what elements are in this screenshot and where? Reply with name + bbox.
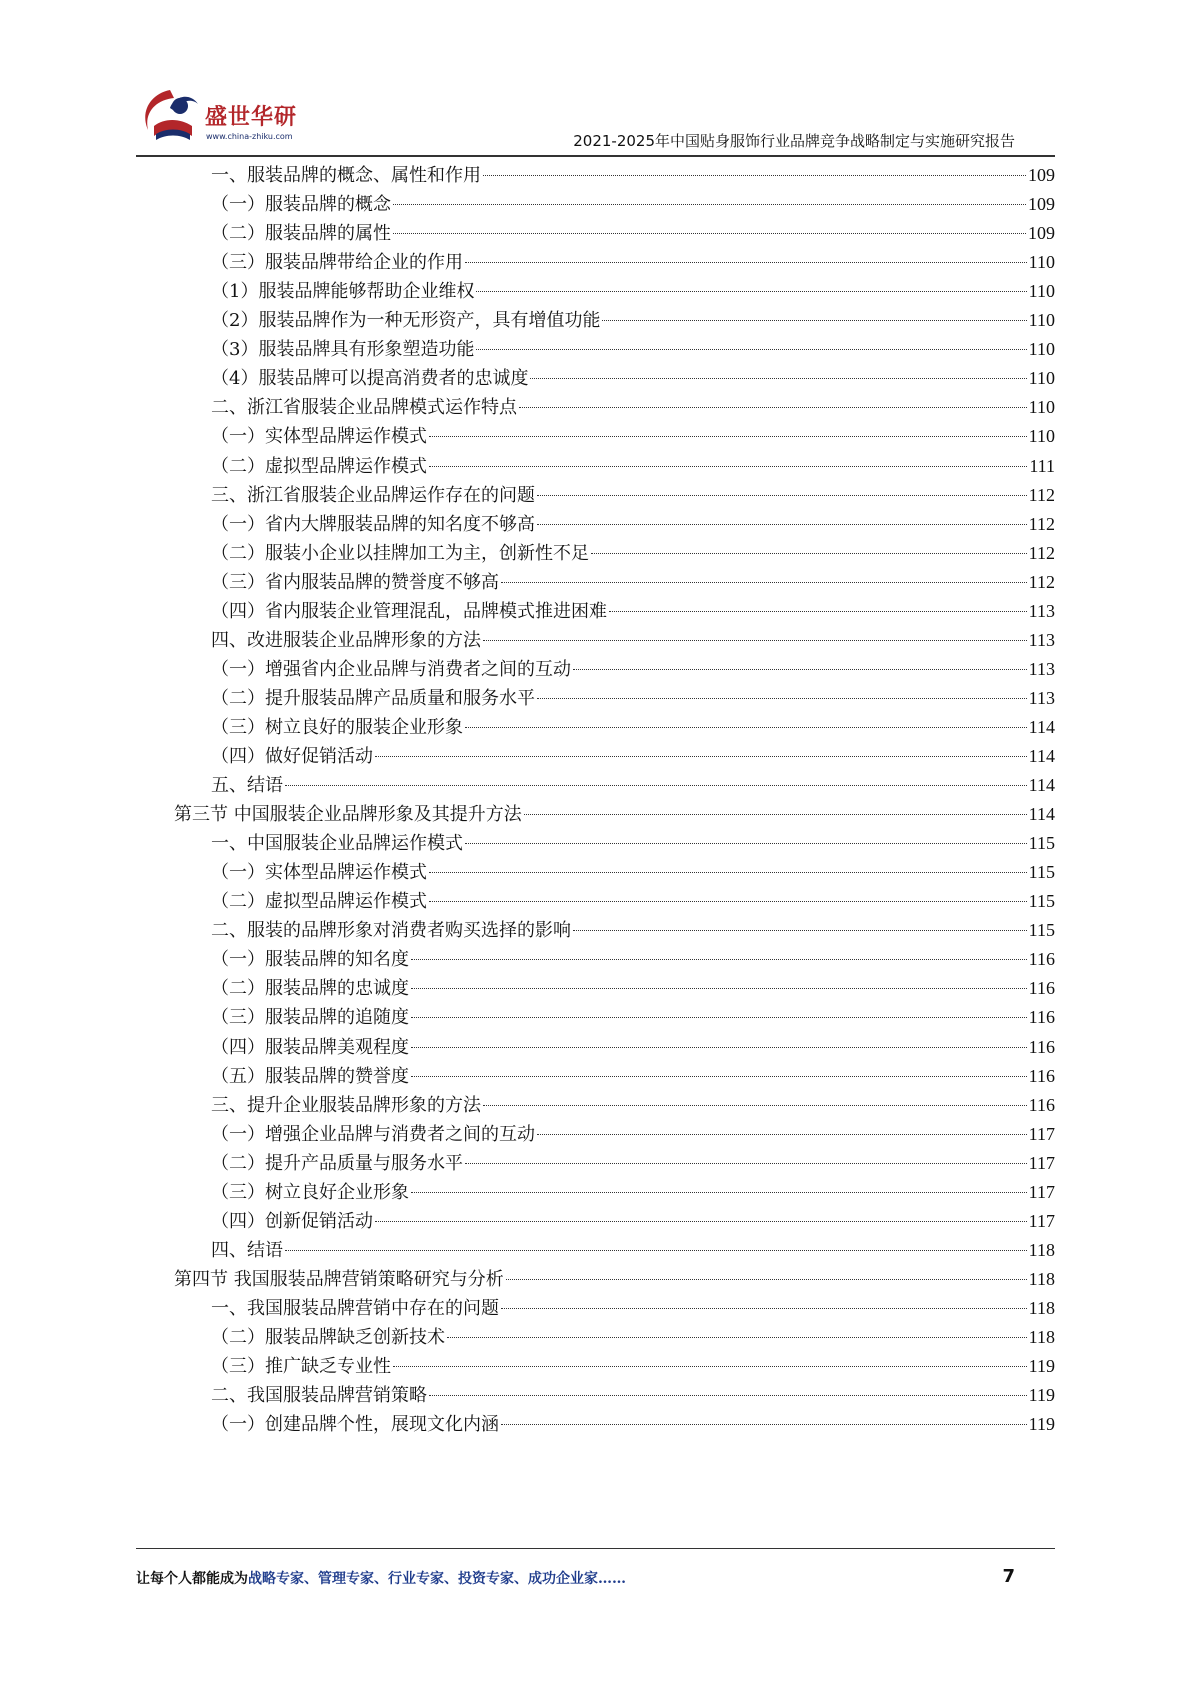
toc-dot-leader [476,349,1026,350]
toc-entry-title: （二）虚拟型品牌运作模式 [211,891,427,913]
toc-entry-page: 116 [1028,1094,1055,1115]
toc-entry-page: 112 [1028,513,1055,534]
toc-entry-title: 二、我国服装品牌营销策略 [211,1385,427,1407]
toc-entry-title: （三）推广缺乏专业性 [211,1356,391,1378]
toc-entry-title: 二、服装的品牌形象对消费者购买选择的影响 [211,920,571,942]
toc-entry[interactable] [211,1380,1055,1411]
toc-dot-leader [591,553,1027,554]
toc-entry[interactable] [211,1032,1055,1063]
toc-entry-title: （1）服装品牌能够帮助企业维权 [211,281,475,303]
toc-entry[interactable] [211,392,1055,423]
toc-entry[interactable] [211,421,1055,452]
toc-entry[interactable] [211,160,1055,191]
toc-entry-page: 110 [1028,252,1055,273]
toc-dot-leader [393,204,1026,205]
toc-dot-leader [483,640,1027,641]
toc-entry-title: （一）创建品牌个性，展现文化内涵 [211,1414,499,1436]
page-number: 7 [1002,1566,1015,1587]
toc-entry[interactable] [211,538,1055,569]
toc-entry-title: 四、改进服装企业品牌形象的方法 [211,629,481,651]
toc-dot-leader [429,901,1027,902]
toc-entry[interactable] [211,1061,1055,1092]
toc-entry[interactable] [211,276,1055,307]
toc-entry-title: 第四节 我国服装品牌营销策略研究与分析 [174,1268,504,1290]
toc-entry-page: 115 [1028,833,1055,854]
toc-dot-leader [465,1163,1027,1164]
toc-entry-title: （二）提升产品质量与服务水平 [211,1152,463,1174]
toc-dot-leader [537,495,1027,496]
toc-dot-leader [375,1221,1027,1222]
toc-entry[interactable] [211,509,1055,540]
toc-entry[interactable] [211,828,1055,859]
toc-entry[interactable] [211,857,1055,888]
header-divider [136,155,1055,157]
toc-entry[interactable] [211,1090,1055,1121]
toc-dot-leader [447,1337,1027,1338]
toc-entry-title: 四、结语 [211,1239,283,1261]
toc-dot-leader [465,262,1027,263]
toc-entry[interactable] [211,1119,1055,1150]
toc-entry-title: （五）服装品牌的赞誉度 [211,1065,409,1087]
toc-dot-leader [285,1250,1027,1251]
toc-entry-title: （三）服装品牌带给企业的作用 [211,252,463,274]
toc-dot-leader [285,785,1027,786]
toc-dot-leader [393,1366,1027,1367]
slogan-highlight: 战略专家、管理专家、行业专家、投资专家、成功企业家 [248,1571,598,1587]
toc-entry-title: （四）省内服装企业管理混乱，品牌模式推进困难 [211,600,607,622]
toc-entry[interactable] [211,1235,1055,1266]
toc-entry[interactable] [211,712,1055,743]
toc-entry-page: 117 [1028,1152,1055,1173]
toc-entry-title: 一、服装品牌的概念、属性和作用 [211,165,481,186]
toc-entry-page: 118 [1028,1239,1055,1260]
logo-url: www.china-zhiku.com [206,132,293,141]
toc-entry-page: 113 [1028,629,1055,650]
toc-entry-title: （二）服装小企业以挂牌加工为主，创新性不足 [211,542,589,564]
toc-entry[interactable] [211,334,1055,365]
toc-entry-title: 三、浙江省服装企业品牌运作存在的问题 [211,484,535,506]
toc-entry[interactable] [211,741,1055,772]
toc-dot-leader [429,436,1027,437]
toc-entry[interactable] [211,1177,1055,1208]
toc-dot-leader [411,1047,1027,1048]
toc-entry[interactable] [174,1264,1055,1295]
toc-dot-leader [429,872,1027,873]
toc-dot-leader [411,1192,1027,1193]
toc-entry-page: 114 [1028,716,1055,737]
toc-dot-leader [411,1076,1027,1077]
toc-dot-leader [483,1105,1027,1106]
toc-entry[interactable] [211,305,1055,336]
toc-entry[interactable] [211,567,1055,598]
toc-entry[interactable] [211,596,1055,627]
toc-entry[interactable] [211,451,1055,482]
toc-dot-leader [483,175,1026,176]
toc-dot-leader [537,524,1027,525]
toc-dot-leader [573,930,1027,931]
toc-entry[interactable] [211,1206,1055,1237]
toc-entry-page: 115 [1028,862,1055,883]
toc-entry[interactable] [211,1322,1055,1353]
toc-entry-title: （三）服装品牌的追随度 [211,1007,409,1029]
toc-entry[interactable] [211,363,1055,394]
toc-entry-title: （二）服装品牌缺乏创新技术 [211,1327,445,1348]
toc-entry-page: 119 [1028,1385,1055,1406]
toc-entry-page: 113 [1028,600,1055,621]
toc-entry-page: 112 [1028,571,1055,592]
toc-entry-title: 二、浙江省服装企业品牌模式运作特点 [211,397,517,419]
toc-entry-page: 110 [1028,339,1055,360]
toc-dot-leader [524,814,1027,815]
toc-entry[interactable] [211,247,1055,278]
toc-dot-leader [573,669,1027,670]
toc-entry-page: 110 [1028,397,1055,418]
toc-dot-leader [393,233,1026,234]
toc-entry-title: （四）创新促销活动 [211,1210,373,1232]
toc-entry[interactable] [211,1293,1055,1324]
footer-slogan [136,1568,626,1588]
toc-entry[interactable] [211,1002,1055,1033]
toc-entry-title: （一）实体型品牌运作模式 [211,426,427,448]
toc-entry-page: 110 [1028,281,1055,302]
toc-entry-title: （二）提升服装品牌产品质量和服务水平 [211,687,535,709]
toc-dot-leader [501,1308,1027,1309]
toc-dot-leader [501,1424,1027,1425]
toc-entry[interactable] [211,654,1055,685]
toc-entry-page: 114 [1028,746,1055,766]
toc-entry-title: （一）实体型品牌运作模式 [211,862,427,884]
toc-entry[interactable] [211,1351,1055,1382]
toc-entry-page: 110 [1028,426,1055,447]
toc-entry-page: 112 [1028,542,1055,563]
toc-entry-page: 117 [1028,1123,1055,1144]
toc-entry-page: 118 [1028,1268,1055,1289]
toc-entry[interactable] [211,625,1055,656]
toc-entry-title: （一）服装品牌的知名度 [211,949,409,971]
toc-entry-page: 110 [1028,368,1055,389]
toc-entry-page: 116 [1028,978,1055,999]
toc-entry[interactable] [211,1409,1055,1440]
toc-dot-leader [411,1017,1027,1018]
toc-entry-title: （一）服装品牌的概念 [211,194,391,216]
toc-dot-leader [530,378,1026,379]
toc-entry-page: 119 [1028,1414,1055,1435]
toc-entry-page: 109 [1028,165,1055,185]
toc-entry-page: 116 [1028,1007,1055,1028]
toc-entry-title: （一）省内大牌服装品牌的知名度不够高 [211,513,535,535]
toc-entry[interactable] [211,770,1055,801]
toc-dot-leader [501,582,1027,583]
toc-entry-page: 117 [1028,1210,1055,1231]
toc-entry-page: 116 [1028,1036,1055,1057]
toc-dot-leader [537,1134,1027,1135]
toc-entry[interactable] [211,480,1055,511]
toc-entry[interactable] [211,915,1055,946]
toc-entry-title: （二）服装品牌的忠诚度 [211,978,409,1000]
toc-entry-page: 118 [1028,1297,1055,1318]
toc-dot-leader [506,1279,1027,1280]
toc-entry-title: （二）虚拟型品牌运作模式 [211,455,427,477]
toc-entry-page: 116 [1028,1065,1055,1086]
toc-entry-page: 114 [1028,775,1055,796]
toc-entry-page: 109 [1028,223,1055,244]
toc-entry[interactable] [211,189,1055,220]
toc-entry-page: 116 [1028,949,1055,970]
toc-dot-leader [602,320,1026,321]
toc-entry-title: （3）服装品牌具有形象塑造功能 [211,339,475,361]
toc-entry[interactable] [211,683,1055,714]
toc-dot-leader [519,407,1027,408]
toc-entry-page: 113 [1028,658,1055,679]
toc-entry-page: 112 [1028,484,1055,505]
toc-entry-page: 115 [1028,891,1055,912]
toc-entry-page: 115 [1028,920,1055,941]
toc-dot-leader [411,988,1027,989]
toc-entry-page: 113 [1028,687,1055,708]
logo-text: 盛世华研 [205,105,298,130]
toc-entry-page: 109 [1028,194,1055,215]
toc-dot-leader [537,698,1027,699]
slogan-prefix: 让每个人都能成为 [136,1571,248,1587]
toc-dot-leader [429,1395,1027,1396]
toc-dot-leader [476,291,1026,292]
toc-entry-page: 117 [1028,1181,1055,1202]
toc-entry-title: 五、结语 [211,775,283,797]
toc-entry-page: 119 [1028,1356,1055,1377]
toc-entry-page: 114 [1028,804,1055,825]
slogan-suffix: …… [598,1571,626,1587]
toc-dot-leader [609,611,1027,612]
toc-entry[interactable] [211,973,1055,1004]
toc-entry[interactable] [211,944,1055,975]
toc-entry[interactable] [211,1148,1055,1179]
toc-entry-title: 第三节 中国服装企业品牌形象及其提升方法 [174,804,522,826]
document-title: 2021-2025年中国贴身服饰行业品牌竞争战略制定与实施研究报告 [573,132,1015,150]
toc-dot-leader [411,959,1027,960]
toc-entry-title: 一、中国服装企业品牌运作模式 [211,833,463,855]
toc-entry[interactable] [174,799,1055,830]
toc-entry-title: （一）增强企业品牌与消费者之间的互动 [211,1123,535,1145]
toc-entry-title: （2）服装品牌作为一种无形资产，具有增值功能 [211,310,601,332]
toc-entry[interactable] [211,218,1055,249]
toc-entry-title: （三）树立良好企业形象 [211,1181,409,1203]
toc-entry-page: 118 [1028,1327,1055,1347]
toc-entry-title: 三、提升企业服装品牌形象的方法 [211,1094,481,1116]
toc-entry-title: （一）增强省内企业品牌与消费者之间的互动 [211,658,571,680]
toc-entry-title: （三）树立良好的服装企业形象 [211,716,463,738]
toc-entry-title: （四）服装品牌美观程度 [211,1036,409,1058]
toc-dot-leader [375,756,1027,757]
toc-entry-page: 110 [1028,310,1055,331]
footer-divider [136,1548,1055,1549]
toc-dot-leader [465,843,1027,844]
toc-entry-page: 111 [1029,455,1055,476]
toc-entry-title: （二）服装品牌的属性 [211,223,391,245]
toc-dot-leader [429,466,1027,467]
toc-entry-title: （4）服装品牌可以提高消费者的忠诚度 [211,368,529,390]
toc-entry-title: （四）做好促销活动 [211,746,373,767]
toc-entry-title: 一、我国服装品牌营销中存在的问题 [211,1297,499,1319]
toc-entry-title: （三）省内服装品牌的赞誉度不够高 [211,571,499,593]
toc-entry[interactable] [211,886,1055,917]
toc-dot-leader [465,727,1027,728]
